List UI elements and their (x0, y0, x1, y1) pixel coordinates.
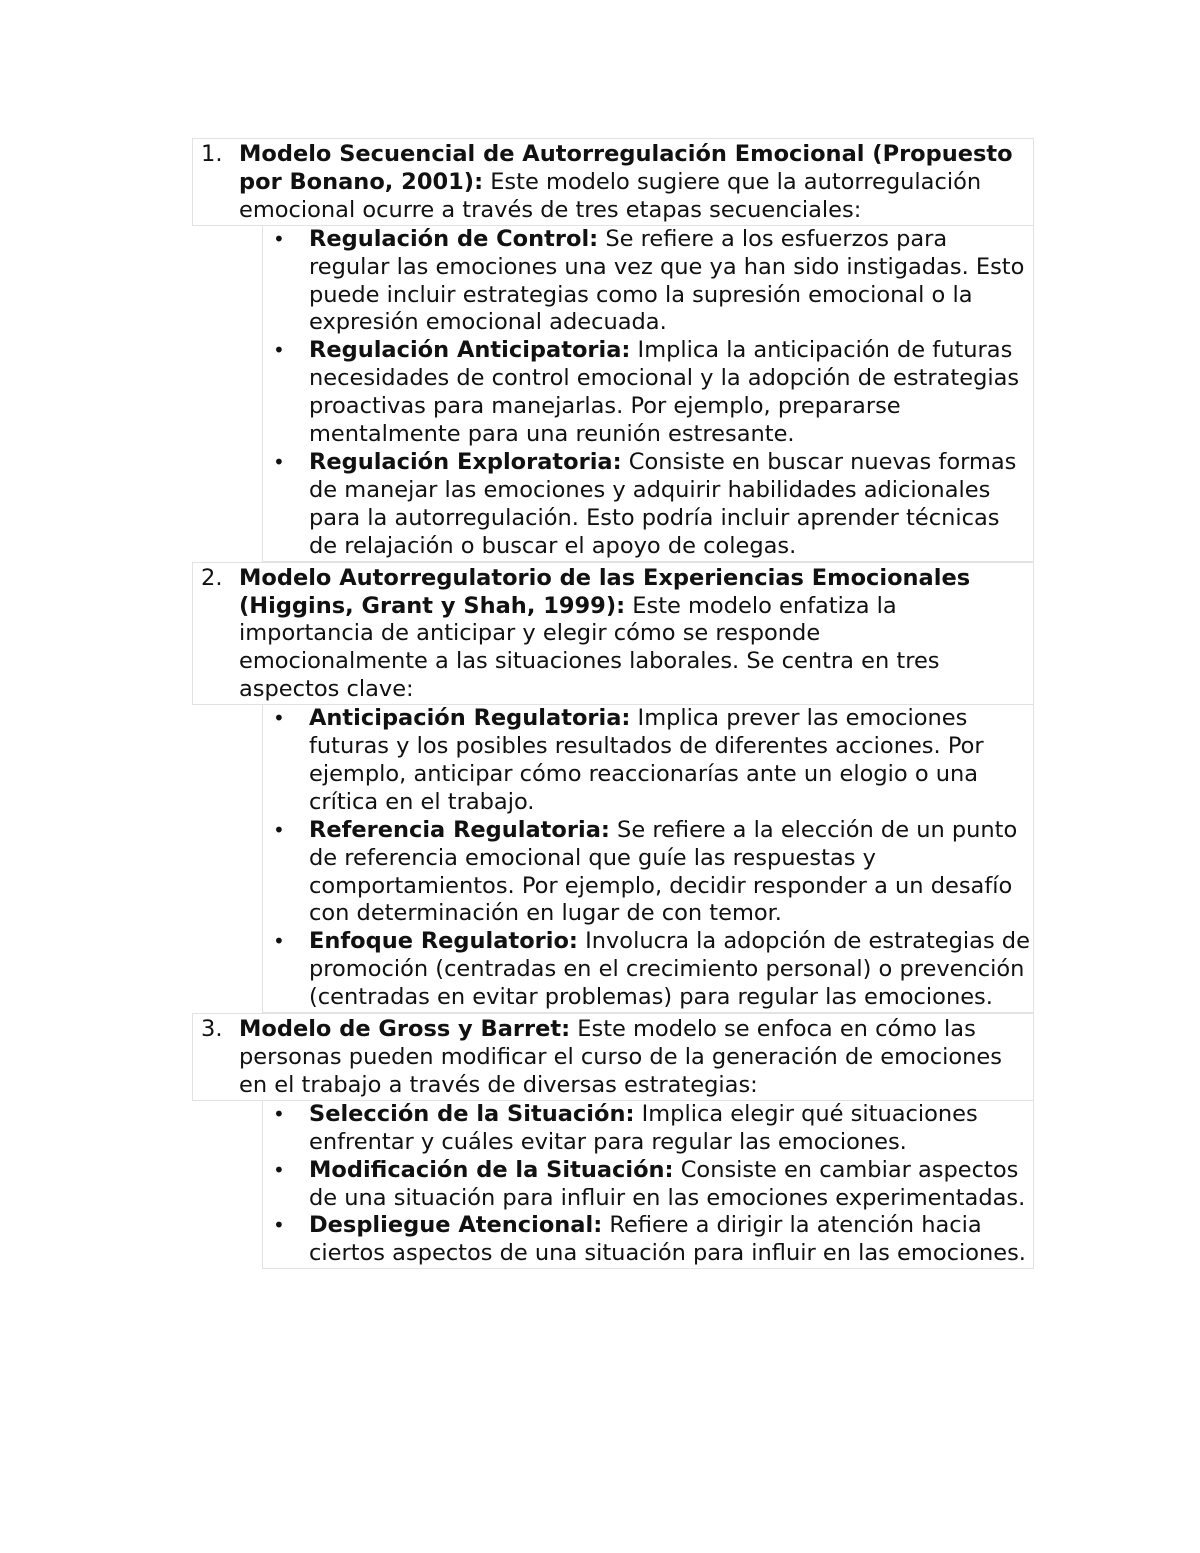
item-label: Regulación de Control: (309, 225, 599, 252)
bullet-icon: • (273, 226, 285, 251)
item-text: Se refiere a los esfuerzos para regular las emociones una vez que ya han sido instigadas. Esto puede incluir estrategias como la supresión emocional o la expresión emocional adecuada. (309, 225, 1025, 336)
item-text: Involucra la adopción de estrategias de promoción (centradas en el crecimiento personal) o prevención (centradas en evitar problemas) para regular las emociones. (309, 928, 1030, 1011)
model-heading-1 (192, 138, 1034, 226)
bullet-icon: • (273, 817, 285, 842)
document-body (192, 138, 1034, 1269)
list-item (273, 1156, 1033, 1213)
model-item-1 (192, 138, 1034, 562)
model-item-3 (192, 1013, 1034, 1269)
model-title: Modelo de Gross y Barret: (239, 1016, 571, 1043)
item-label: Despliegue Atencional: (309, 1212, 603, 1239)
list-number: 2. (201, 564, 223, 591)
model-paragraph (239, 141, 1013, 223)
list-item (273, 337, 1033, 449)
list-item (273, 816, 1033, 929)
item-text: Consiste en cambiar aspectos de una situación para influir en las emociones experimentadas. (309, 1156, 1026, 1211)
model-title: Modelo Autorregulatorio de las Experiencias Emocionales (Higgins, Grant y Shah, 1999): (239, 564, 971, 619)
item-label: Selección de la Situación: (309, 1100, 635, 1127)
model-paragraph (239, 1016, 1002, 1098)
model-title: Modelo Secuencial de Autorregulación Emocional (Propuesto por Bonano, 2001): (239, 141, 1013, 195)
item-text: Implica elegir qué situaciones enfrentar y cuáles evitar para regular las emociones. (309, 1100, 978, 1155)
list-item (273, 705, 1033, 817)
bullet-icon: • (273, 929, 285, 954)
item-label: Referencia Regulatoria: (309, 816, 610, 843)
item-label: Regulación Exploratoria: (309, 448, 622, 475)
sub-list (262, 705, 1034, 1013)
list-item (273, 225, 1033, 338)
bullet-icon: • (273, 449, 285, 474)
model-item-2 (192, 562, 1034, 1014)
list-item (273, 928, 1033, 1012)
bullet-icon: • (273, 1101, 285, 1126)
bullet-icon: • (273, 338, 285, 363)
model-heading-3 (192, 1013, 1034, 1101)
list-number: 3. (201, 1016, 223, 1043)
list-number: 1. (201, 141, 223, 167)
item-text: Consiste en buscar nuevas formas de manejar las emociones y adquirir habilidades adicionales para la autorregulación. Esto podría incluir aprender técnicas de relajación o buscar el apoyo de colegas. (309, 448, 1017, 559)
item-label: Regulación Anticipatoria: (309, 337, 631, 364)
bullet-icon: • (273, 706, 285, 731)
model-description: Este modelo se enfoca en cómo las personas pueden modificar el curso de la generación de emociones en el trabajo a través de diversas estrategias: (239, 1016, 1002, 1098)
sub-list (262, 226, 1034, 562)
model-description: Este modelo sugiere que la autorregulación emocional ocurre a través de tres etapas secuenciales: (239, 168, 982, 223)
model-paragraph (239, 565, 970, 703)
model-description: Este modelo enfatiza la importancia de anticipar y elegir cómo se responde emocionalmente a las situaciones laborales. Se centra en tres aspectos clave: (239, 592, 940, 703)
bullet-icon: • (273, 1213, 285, 1238)
item-label: Anticipación Regulatoria: (309, 705, 631, 732)
sub-list (262, 1101, 1034, 1269)
list-item (273, 1100, 1033, 1157)
item-text: Se refiere a la elección de un punto de referencia emocional que guíe las respuestas y comportamientos. Por ejemplo, decidir responder a un desafío con determinación en lugar de con temor. (309, 816, 1018, 927)
list-item (273, 448, 1033, 561)
item-text: Implica prever las emociones futuras y los posibles resultados de diferentes acciones. Por ejemplo, anticipar cómo reaccionarías ante un elogio o una crítica en el trabajo. (309, 705, 984, 815)
bullet-icon: • (273, 1157, 285, 1182)
item-text: Refiere a dirigir la atención hacia ciertos aspectos de una situación para influir en las emociones. (309, 1212, 1026, 1267)
list-item (273, 1212, 1033, 1268)
item-text: Implica la anticipación de futuras necesidades de control emocional y la adopción de estrategias proactivas para manejarlas. Por ejemplo, prepararse mentalmente para una reunión estresante. (309, 337, 1020, 448)
model-heading-2 (192, 562, 1034, 706)
item-label: Modificación de la Situación: (309, 1156, 674, 1183)
item-label: Enfoque Regulatorio: (309, 928, 578, 955)
